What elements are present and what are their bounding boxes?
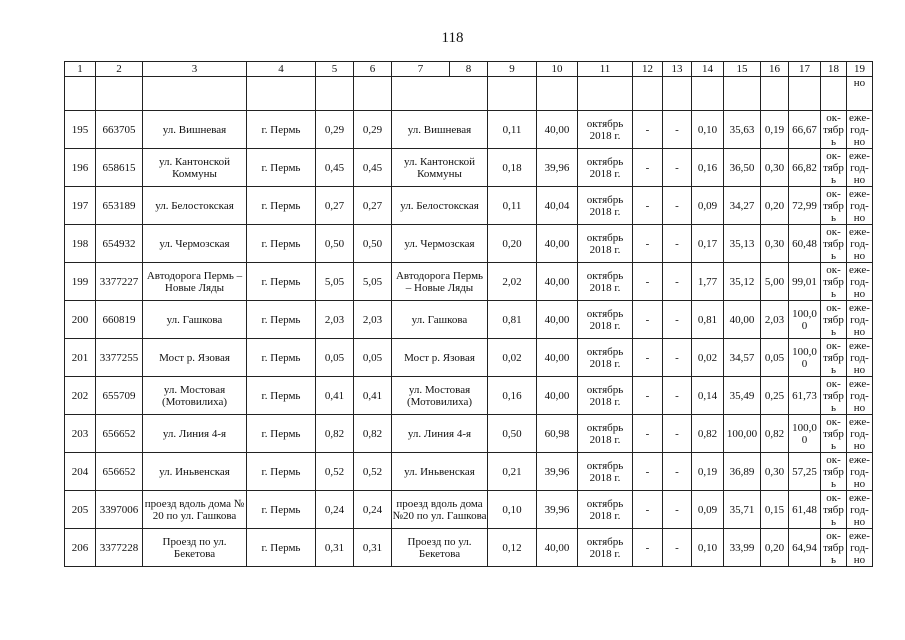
col-15-cell: 35,63	[724, 111, 761, 149]
header-cell: 10	[537, 62, 578, 77]
row-number-cell: 206	[65, 529, 96, 567]
col-16-cell: 2,03	[761, 301, 789, 339]
month-cell: ок- тябрь	[821, 149, 847, 187]
percent-cell: 40,00	[537, 377, 578, 415]
col-13-cell: -	[663, 225, 692, 263]
length-total-cell: 0,27	[316, 187, 354, 225]
col-16-cell: 5,00	[761, 263, 789, 301]
section-name-cell: ул. Вишневая	[392, 111, 488, 149]
city-cell: г. Пермь	[247, 491, 316, 529]
col-15-cell: 35,12	[724, 263, 761, 301]
col-13-cell: -	[663, 377, 692, 415]
col-15-cell: 36,89	[724, 453, 761, 491]
month-cell: ок- тябрь	[821, 263, 847, 301]
length-total-cell: 0,41	[316, 377, 354, 415]
month-cell: ок- тябрь	[821, 377, 847, 415]
city-cell: г. Пермь	[247, 453, 316, 491]
header-cell: 3	[143, 62, 247, 77]
header-cell: 4	[247, 62, 316, 77]
col-12-cell: -	[633, 491, 663, 529]
length-local-cell: 0,05	[354, 339, 392, 377]
length-total-cell: 0,24	[316, 491, 354, 529]
survey-date-cell: октябрь 2018 г.	[578, 377, 633, 415]
roads-table	[64, 61, 873, 567]
table-row	[65, 377, 873, 415]
col-12-cell: -	[633, 453, 663, 491]
percent-cell: 40,00	[537, 111, 578, 149]
row-number-cell: 197	[65, 187, 96, 225]
length-local-cell: 0,31	[354, 529, 392, 567]
frequency-cell: еже- год- но	[847, 377, 873, 415]
col-12-cell: -	[633, 529, 663, 567]
section-name-cell: ул. Чермозская	[392, 225, 488, 263]
row-number-cell: 195	[65, 111, 96, 149]
road-code-cell: 654932	[96, 225, 143, 263]
table-row	[65, 529, 873, 567]
col-17-cell: 61,48	[789, 491, 821, 529]
header-row	[65, 62, 873, 77]
frequency-cell: еже- год- но	[847, 187, 873, 225]
header-cell: 13	[663, 62, 692, 77]
road-name-cell: ул. Кантонской Коммуны	[143, 149, 247, 187]
col-17-cell: 60,48	[789, 225, 821, 263]
length-total-cell: 5,05	[316, 263, 354, 301]
length-total-cell: 0,31	[316, 529, 354, 567]
col-15-cell: 40,00	[724, 301, 761, 339]
row-number-cell: 201	[65, 339, 96, 377]
header-cell: 18	[821, 62, 847, 77]
section-name-cell: ул. Гашкова	[392, 301, 488, 339]
row-number-cell: 199	[65, 263, 96, 301]
header-cell: 15	[724, 62, 761, 77]
month-cell: ок- тябрь	[821, 225, 847, 263]
area-cell: 0,18	[488, 149, 537, 187]
city-cell: г. Пермь	[247, 225, 316, 263]
col-13-cell: -	[663, 263, 692, 301]
row-number-cell: 198	[65, 225, 96, 263]
road-name-cell: ул. Линия 4-я	[143, 415, 247, 453]
road-name-cell: проезд вдоль дома № 20 по ул. Гашкова	[143, 491, 247, 529]
col-13-cell: -	[663, 339, 692, 377]
col-15-cell: 33,99	[724, 529, 761, 567]
col-12-cell: -	[633, 187, 663, 225]
percent-cell: 39,96	[537, 491, 578, 529]
col-14-cell: 0,10	[692, 111, 724, 149]
section-name-cell: проезд вдоль дома №20 по ул. Гашкова	[392, 491, 488, 529]
col-16-cell: 0,30	[761, 225, 789, 263]
length-local-cell: 0,29	[354, 111, 392, 149]
road-code-cell: 3377255	[96, 339, 143, 377]
col-12-cell: -	[633, 149, 663, 187]
table-row	[65, 263, 873, 301]
percent-cell: 40,00	[537, 529, 578, 567]
col-13-cell: -	[663, 111, 692, 149]
table-row	[65, 111, 873, 149]
area-cell: 0,16	[488, 377, 537, 415]
table-row	[65, 339, 873, 377]
frequency-cell: еже- год- но	[847, 111, 873, 149]
area-cell: 0,12	[488, 529, 537, 567]
col-13-cell: -	[663, 529, 692, 567]
area-cell: 0,11	[488, 111, 537, 149]
percent-cell: 40,00	[537, 301, 578, 339]
road-name-cell: ул. Мостовая (Мотовилиха)	[143, 377, 247, 415]
col-13-cell: -	[663, 149, 692, 187]
col-12-cell: -	[633, 301, 663, 339]
col-15-cell: 100,00	[724, 415, 761, 453]
header-cell: 16	[761, 62, 789, 77]
city-cell: г. Пермь	[247, 301, 316, 339]
page-number: 118	[441, 30, 464, 46]
col-15-cell: 35,71	[724, 491, 761, 529]
col-17-cell: 66,82	[789, 149, 821, 187]
header-cell: 7	[392, 62, 450, 77]
col-15-cell: 35,13	[724, 225, 761, 263]
row-number-cell: 202	[65, 377, 96, 415]
survey-date-cell: октябрь 2018 г.	[578, 491, 633, 529]
frequency-cell: еже- год- но	[847, 415, 873, 453]
month-cell: ок- тябрь	[821, 529, 847, 567]
col-16-cell: 0,82	[761, 415, 789, 453]
col-17-cell: 100,0 0	[789, 339, 821, 377]
col-14-cell: 0,19	[692, 453, 724, 491]
col-17-cell: 64,94	[789, 529, 821, 567]
area-cell: 0,50	[488, 415, 537, 453]
col-13-cell: -	[663, 415, 692, 453]
row-number-cell: 204	[65, 453, 96, 491]
percent-cell: 39,96	[537, 453, 578, 491]
col-13-cell: -	[663, 453, 692, 491]
length-local-cell: 0,52	[354, 453, 392, 491]
road-name-cell: ул. Гашкова	[143, 301, 247, 339]
percent-cell: 39,96	[537, 149, 578, 187]
frequency-cell: еже- год- но	[847, 301, 873, 339]
col-15-cell: 35,49	[724, 377, 761, 415]
length-local-cell: 0,82	[354, 415, 392, 453]
survey-date-cell: октябрь 2018 г.	[578, 149, 633, 187]
road-code-cell: 656652	[96, 453, 143, 491]
header-cell: 14	[692, 62, 724, 77]
col-14-cell: 1,77	[692, 263, 724, 301]
length-local-cell: 0,45	[354, 149, 392, 187]
col-16-cell: 0,25	[761, 377, 789, 415]
length-total-cell: 0,52	[316, 453, 354, 491]
header-cell: 11	[578, 62, 633, 77]
col-17-cell: 72,99	[789, 187, 821, 225]
month-cell: ок- тябрь	[821, 301, 847, 339]
road-code-cell: 656652	[96, 415, 143, 453]
area-cell: 0,10	[488, 491, 537, 529]
road-code-cell: 660819	[96, 301, 143, 339]
col-13-cell: -	[663, 491, 692, 529]
header-cell: 5	[316, 62, 354, 77]
col-16-cell: 0,20	[761, 187, 789, 225]
col-16-cell: 0,30	[761, 453, 789, 491]
survey-date-cell: октябрь 2018 г.	[578, 263, 633, 301]
col-15-cell: 34,27	[724, 187, 761, 225]
road-code-cell: 3377227	[96, 263, 143, 301]
month-cell: ок- тябрь	[821, 339, 847, 377]
col-16-cell: 0,05	[761, 339, 789, 377]
road-name-cell: ул. Вишневая	[143, 111, 247, 149]
survey-date-cell: октябрь 2018 г.	[578, 225, 633, 263]
col-14-cell: 0,10	[692, 529, 724, 567]
area-cell: 0,11	[488, 187, 537, 225]
col-16-cell: 0,15	[761, 491, 789, 529]
col-14-cell: 0,16	[692, 149, 724, 187]
col-17-cell: 100,0 0	[789, 415, 821, 453]
survey-date-cell: октябрь 2018 г.	[578, 339, 633, 377]
month-cell: ок- тябрь	[821, 111, 847, 149]
city-cell: г. Пермь	[247, 149, 316, 187]
frequency-cell: еже- год- но	[847, 225, 873, 263]
section-name-cell: ул. Кантонской Коммуны	[392, 149, 488, 187]
road-code-cell: 3397006	[96, 491, 143, 529]
col-15-cell: 36,50	[724, 149, 761, 187]
col-16-cell: 0,30	[761, 149, 789, 187]
road-name-cell: Проезд по ул. Бекетова	[143, 529, 247, 567]
header-cell: 2	[96, 62, 143, 77]
length-total-cell: 0,29	[316, 111, 354, 149]
month-cell: ок- тябрь	[821, 453, 847, 491]
frequency-cell: еже- год- но	[847, 453, 873, 491]
survey-date-cell: октябрь 2018 г.	[578, 415, 633, 453]
header-cell: 6	[354, 62, 392, 77]
city-cell: г. Пермь	[247, 377, 316, 415]
section-name-cell: Мост р. Язовая	[392, 339, 488, 377]
table-row	[65, 187, 873, 225]
length-total-cell: 0,45	[316, 149, 354, 187]
col-13-cell: -	[663, 187, 692, 225]
row-number-cell: 205	[65, 491, 96, 529]
road-name-cell: ул. Чермозская	[143, 225, 247, 263]
col-14-cell: 0,81	[692, 301, 724, 339]
road-name-cell: Автодорога Пермь – Новые Ляды	[143, 263, 247, 301]
length-local-cell: 0,24	[354, 491, 392, 529]
row-number-cell: 196	[65, 149, 96, 187]
col-16-cell: 0,19	[761, 111, 789, 149]
month-cell: ок- тябрь	[821, 491, 847, 529]
length-total-cell: 2,03	[316, 301, 354, 339]
area-cell: 0,81	[488, 301, 537, 339]
table-row	[65, 491, 873, 529]
area-cell: 2,02	[488, 263, 537, 301]
length-total-cell: 0,05	[316, 339, 354, 377]
col-12-cell: -	[633, 263, 663, 301]
month-cell: ок- тябрь	[821, 187, 847, 225]
col-14-cell: 0,17	[692, 225, 724, 263]
city-cell: г. Пермь	[247, 415, 316, 453]
road-code-cell: 653189	[96, 187, 143, 225]
frequency-cell: еже- год- но	[847, 149, 873, 187]
percent-cell: 40,00	[537, 225, 578, 263]
table-row	[65, 415, 873, 453]
road-code-cell: 658615	[96, 149, 143, 187]
road-code-cell: 655709	[96, 377, 143, 415]
survey-date-cell: октябрь 2018 г.	[578, 301, 633, 339]
area-cell: 0,02	[488, 339, 537, 377]
col-14-cell: 0,82	[692, 415, 724, 453]
length-total-cell: 0,50	[316, 225, 354, 263]
city-cell: г. Пермь	[247, 187, 316, 225]
frequency-cell: еже- год- но	[847, 491, 873, 529]
col-14-cell: 0,02	[692, 339, 724, 377]
col-12-cell: -	[633, 339, 663, 377]
header-cell: 12	[633, 62, 663, 77]
row-number-cell: 203	[65, 415, 96, 453]
table-row	[65, 225, 873, 263]
col-17-cell: 61,73	[789, 377, 821, 415]
month-cell: ок- тябрь	[821, 415, 847, 453]
road-name-cell: ул. Белостокская	[143, 187, 247, 225]
row-number-cell: 200	[65, 301, 96, 339]
col-16-cell: 0,20	[761, 529, 789, 567]
header-cell: 9	[488, 62, 537, 77]
length-local-cell: 5,05	[354, 263, 392, 301]
city-cell: г. Пермь	[247, 263, 316, 301]
road-name-cell: ул. Иньвенская	[143, 453, 247, 491]
section-name-cell: Проезд по ул. Бекетова	[392, 529, 488, 567]
percent-cell: 40,00	[537, 339, 578, 377]
percent-cell: 40,04	[537, 187, 578, 225]
section-name-cell: ул. Мостовая (Мотовилиха)	[392, 377, 488, 415]
col-13-cell: -	[663, 301, 692, 339]
table-row	[65, 301, 873, 339]
survey-date-cell: октябрь 2018 г.	[578, 453, 633, 491]
percent-cell: 40,00	[537, 263, 578, 301]
continuation-row	[65, 77, 873, 111]
col-12-cell: -	[633, 225, 663, 263]
length-local-cell: 2,03	[354, 301, 392, 339]
col-12-cell: -	[633, 377, 663, 415]
col-12-cell: -	[633, 415, 663, 453]
city-cell: г. Пермь	[247, 111, 316, 149]
header-cell: 17	[789, 62, 821, 77]
continuation-cell: но	[847, 77, 873, 111]
section-name-cell: ул. Белостокская	[392, 187, 488, 225]
col-17-cell: 66,67	[789, 111, 821, 149]
survey-date-cell: октябрь 2018 г.	[578, 111, 633, 149]
road-name-cell: Мост р. Язовая	[143, 339, 247, 377]
city-cell: г. Пермь	[247, 339, 316, 377]
col-14-cell: 0,09	[692, 491, 724, 529]
table-row	[65, 149, 873, 187]
survey-date-cell: октябрь 2018 г.	[578, 187, 633, 225]
header-cell: 8	[450, 62, 488, 77]
frequency-cell: еже- год- но	[847, 529, 873, 567]
col-14-cell: 0,14	[692, 377, 724, 415]
survey-date-cell: октябрь 2018 г.	[578, 529, 633, 567]
area-cell: 0,21	[488, 453, 537, 491]
frequency-cell: еже- год- но	[847, 263, 873, 301]
frequency-cell: еже- год- но	[847, 339, 873, 377]
col-15-cell: 34,57	[724, 339, 761, 377]
col-17-cell: 57,25	[789, 453, 821, 491]
col-12-cell: -	[633, 111, 663, 149]
city-cell: г. Пермь	[247, 529, 316, 567]
col-14-cell: 0,09	[692, 187, 724, 225]
road-code-cell: 663705	[96, 111, 143, 149]
length-local-cell: 0,41	[354, 377, 392, 415]
length-local-cell: 0,27	[354, 187, 392, 225]
section-name-cell: ул. Иньвенская	[392, 453, 488, 491]
section-name-cell: ул. Линия 4-я	[392, 415, 488, 453]
section-name-cell: Автодорога Пермь – Новые Ляды	[392, 263, 488, 301]
area-cell: 0,20	[488, 225, 537, 263]
length-total-cell: 0,82	[316, 415, 354, 453]
table-row	[65, 453, 873, 491]
length-local-cell: 0,50	[354, 225, 392, 263]
percent-cell: 60,98	[537, 415, 578, 453]
header-cell: 1	[65, 62, 96, 77]
road-code-cell: 3377228	[96, 529, 143, 567]
col-17-cell: 99,01	[789, 263, 821, 301]
header-cell: 19	[847, 62, 873, 77]
col-17-cell: 100,0 0	[789, 301, 821, 339]
